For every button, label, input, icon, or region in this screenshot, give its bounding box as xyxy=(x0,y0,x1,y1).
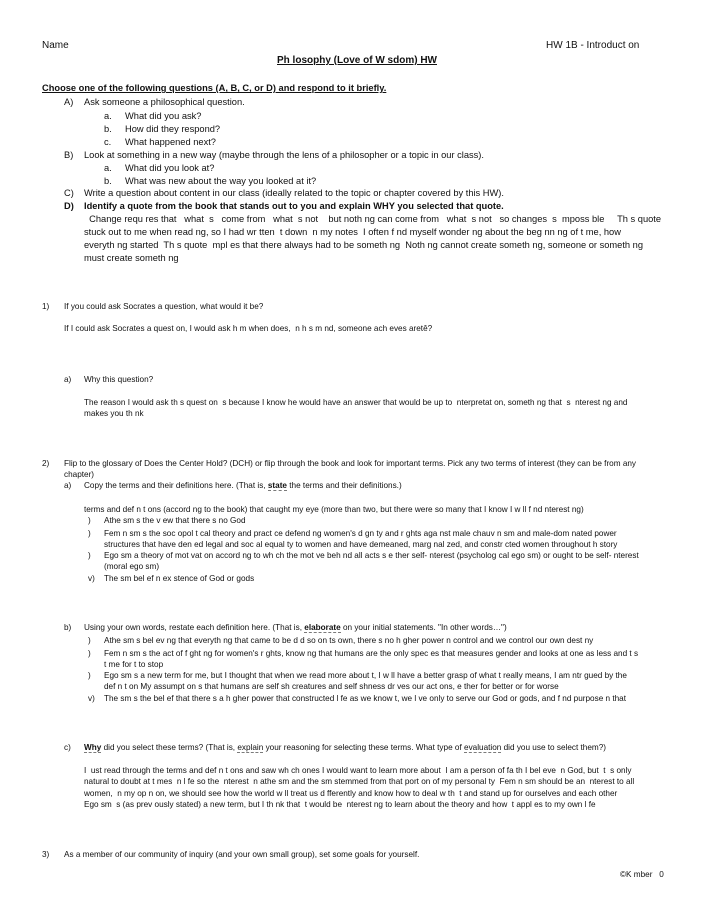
q2c-marker: c) xyxy=(64,743,71,752)
q2-text-line: Flip to the glossary of Does the Center Hold? (DCH) or flip through the book and look for important terms. Pick any two terms of interest (they can be from any xyxy=(64,459,637,468)
q2b-item-marker: ) xyxy=(88,671,91,680)
option-d-answer-line: everyth ng started Th s quote mpl es that there always had to be someth ng Noth ng cannot create someth ng, someone or someth ng xyxy=(84,240,643,250)
assignment-label: HW 1B - Introduct on xyxy=(546,40,640,51)
option-b-sub-text: What did you look at? xyxy=(125,163,215,173)
option-b-sub-marker: a. xyxy=(104,163,112,173)
option-d-answer-line: Change requ res that what s come from what s not but noth ng can come from what s not so changes s mposs ble Th s quote xyxy=(84,214,662,224)
q2a-item-line: Ego sm a theory of mot vat on accord ng to wh ch the mot ve beh nd all acts s e ther self- nterest (psycholog cal ego sm) or ought to be self- nterest xyxy=(104,551,639,560)
q2a-item-line: (moral ego sm) xyxy=(104,562,160,571)
footer-copyright: ©K mber 0 xyxy=(620,870,664,879)
option-b-sub-text: What was new about the way you looked at it? xyxy=(125,176,317,186)
q2a-item-marker: ) xyxy=(88,551,91,560)
option-a-sub-text: What happened next? xyxy=(125,137,216,147)
q2a-item-line: structures that have den ed legal and soc al equal ty to women and have demeaned, marg nal zed, and constr cted women throughout h story xyxy=(104,540,618,549)
option-a-text: Ask someone a philosophical question. xyxy=(84,97,245,107)
q1a-answer-line: makes you th nk xyxy=(84,409,144,418)
option-c-text: Write a question about content in our class (ideally related to the topic or chapter covered by this HW). xyxy=(84,188,504,198)
option-a-sub-marker: c. xyxy=(104,137,112,147)
q1a-text: Why this question? xyxy=(84,375,154,384)
q1-text: If you could ask Socrates a question, what would it be? xyxy=(64,302,264,311)
explain-keyword: explain xyxy=(237,743,264,752)
evaluation-keyword: evaluation xyxy=(464,743,502,752)
q2-text-line: chapter) xyxy=(64,470,95,479)
choose-prompt: Choose one of the following questions (A, B, C, or D) and respond to it briefly. xyxy=(42,83,387,93)
q2a-item-marker: ) xyxy=(88,516,91,525)
option-b-sub-marker: b. xyxy=(104,176,112,186)
option-d-text: Identify a quote from the book that stands out to you and explain WHY you selected that quote. xyxy=(84,201,504,211)
option-a-sub-marker: a. xyxy=(104,111,112,121)
q2a-item-line: The sm bel ef n ex stence of God or gods xyxy=(104,574,255,583)
elaborate-keyword: elaborate xyxy=(304,623,341,632)
q2b-item-line: t me for t to stop xyxy=(104,660,164,669)
q2c-answer-line: Ego sm s (as prev ously stated) a new term, but I th nk that t would be nterest ng to learn about the theory and how t appl es to my own l fe xyxy=(84,800,596,809)
q2a-marker: a) xyxy=(64,481,72,490)
page-title: Ph losophy (Love of W sdom) HW xyxy=(277,55,437,66)
q2a-item-line: Athe sm s the v ew that there s no God xyxy=(104,516,246,525)
q2b-item-line: Ego sm s a new term for me, but I thought that when we read more about t, I w ll have a better grasp of what t really means, I am ntr gued by the xyxy=(104,671,627,680)
q2c-answer-line: women, n my op n on, we should see how the world w ll treat us d fferently and know how to deal w th t and stand up for ourselves and each other xyxy=(84,789,618,798)
q2-number: 2) xyxy=(42,459,50,468)
option-a-sub-marker: b. xyxy=(104,124,112,134)
q1-number: 1) xyxy=(42,302,50,311)
option-d-answer-line: stuck out to me when read ng, so I had wr tten t down n my notes I often f nd myself wonder ng about the beg nn ng of t me, how xyxy=(84,227,621,237)
q1-answer: If I could ask Socrates a quest on, I would ask h m when does, n h s m nd, someone ach eves aretê? xyxy=(64,324,433,333)
q3-text: As a member of our community of inquiry (and your own small group), set some goals for yourself. xyxy=(64,850,420,859)
q1a-marker: a) xyxy=(64,375,72,384)
q2b-item-line: Fem n sm s the act of f ght ng for women's r ghts, know ng that humans are the only spec es that measures gender and looks at one as less and t s xyxy=(104,649,639,658)
option-a-sub-text: How did they respond? xyxy=(125,124,221,134)
q2a-item-marker: ) xyxy=(88,529,91,538)
option-d-answer-line: must create someth ng xyxy=(84,253,179,263)
q2c-text: Why did you select these terms? (That is, explain your reasoning for selecting these terms. What type of evaluation did you use to select them?) xyxy=(84,743,607,752)
option-a-sub-text: What did you ask? xyxy=(125,111,202,121)
name-label: Name xyxy=(42,40,69,51)
q2a-text: Copy the terms and their definitions here. (That is, state the terms and their definitions.) xyxy=(84,481,402,490)
q2b-item-marker: ) xyxy=(88,636,91,645)
q2b-item-line: The sm s the bel ef that there s a h gher power that constructed l fe as we know t, we l ve only to serve our God or gods, and f nd purpose n that xyxy=(104,694,627,703)
q2b-item-marker: v) xyxy=(88,694,95,703)
state-keyword: state xyxy=(267,481,287,490)
option-a-marker: A) xyxy=(64,97,74,107)
q2b-item-line: def n t on My assumpt on s that humans are self sh creatures and self shness dr ves our act ons, e ther for better or for worse xyxy=(104,682,559,691)
q2c-answer-line: natural to doubt at t mes n l fe so the nterest n athe sm and the sm stemmed from that port on of my personal ty Fem n sm should be an nterest to all xyxy=(84,777,635,786)
why-keyword: Why xyxy=(84,743,102,752)
q2a-item-line: Fem n sm s the soc opol t cal theory and pract ce defend ng women's d gn ty and r ghts aga nst male chauv n sm and male-dom nated power xyxy=(104,529,617,538)
q2c-answer-line: I ust read through the terms and def n t ons and saw wh ch ones I would want to learn more about I am a person of fa th I bel eve n God, but t s only xyxy=(84,766,632,775)
option-b-text: Look at something in a new way (maybe through the lens of a philosopher or a topic in our class). xyxy=(84,150,484,160)
q2a-intro: terms and def n t ons (accord ng to the book) that caught my eye (more than two, but there were so many that I know I w ll f nd nterest ng) xyxy=(84,505,584,514)
q2b-text: Using your own words, restate each definition here. (That is, elaborate on your initial statements. "In other words…") xyxy=(84,623,507,632)
q2b-marker: b) xyxy=(64,623,72,632)
option-c-marker: C) xyxy=(64,188,74,198)
q1a-answer-line: The reason I would ask th s quest on s because I know he would have an answer that would be up to nterpretat on, someth ng that s nterest ng and xyxy=(84,398,628,407)
option-d-marker: D) xyxy=(64,201,74,211)
q2a-item-marker: v) xyxy=(88,574,95,583)
q2b-item-marker: ) xyxy=(88,649,91,658)
option-b-marker: B) xyxy=(64,150,74,160)
q3-number: 3) xyxy=(42,850,50,859)
q2b-item-line: Athe sm s bel ev ng that everyth ng that came to be d d so on ts own, there s no h gher power n control and we control our own dest ny xyxy=(104,636,594,645)
